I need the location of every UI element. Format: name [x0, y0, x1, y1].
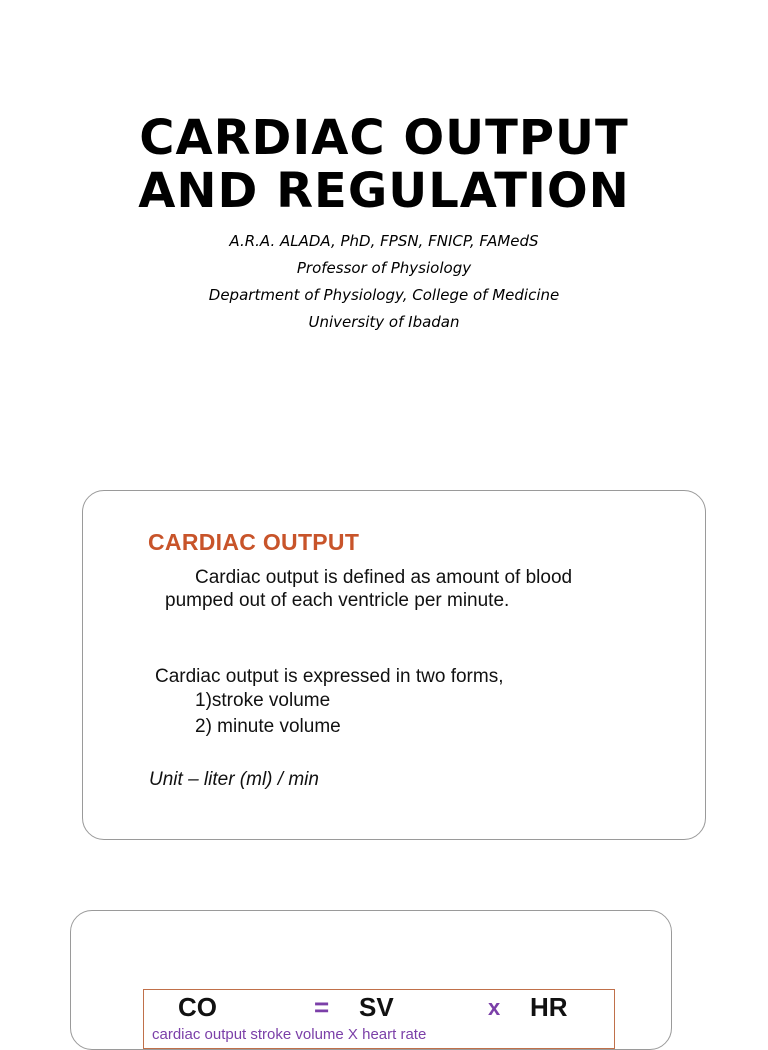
slide-formula: [70, 910, 672, 1050]
author-institution: University of Ibadan: [308, 313, 460, 331]
author-position: Professor of Physiology: [296, 259, 472, 277]
formula-co: CO: [178, 992, 217, 1022]
form-item-stroke-volume: 1)stroke volume: [195, 690, 331, 711]
definition-text: Cardiac output is defined as amount of blood pumped out of each ventricle per minute.: [165, 567, 573, 611]
title-line-2: AND REGULATION: [138, 163, 630, 219]
formula-sv: SV: [359, 992, 394, 1022]
author-block: [0, 228, 768, 336]
forms-intro-text: Cardiac output is expressed in two forms,: [155, 666, 504, 687]
formula-subline: cardiac output stroke volume X heart rate: [152, 1026, 427, 1043]
form-item-minute-volume: 2) minute volume: [195, 716, 341, 737]
page-title: [0, 112, 768, 218]
title-line-1: CARDIAC OUTPUT: [139, 110, 629, 166]
author-department: Department of Physiology, College of Medicine: [208, 286, 560, 304]
unit-text: Unit – liter (ml) / min: [149, 769, 319, 790]
formula-equals: =: [314, 992, 330, 1022]
slide-heading: CARDIAC OUTPUT: [148, 529, 360, 555]
formula-hr: HR: [530, 992, 568, 1022]
author-name: A.R.A. ALADA, PhD, FPSN, FNICP, FAMedS: [229, 232, 539, 250]
formula-box: [143, 989, 615, 1049]
slide-cardiac-output-definition: [82, 490, 706, 840]
formula-times: x: [488, 995, 501, 1020]
